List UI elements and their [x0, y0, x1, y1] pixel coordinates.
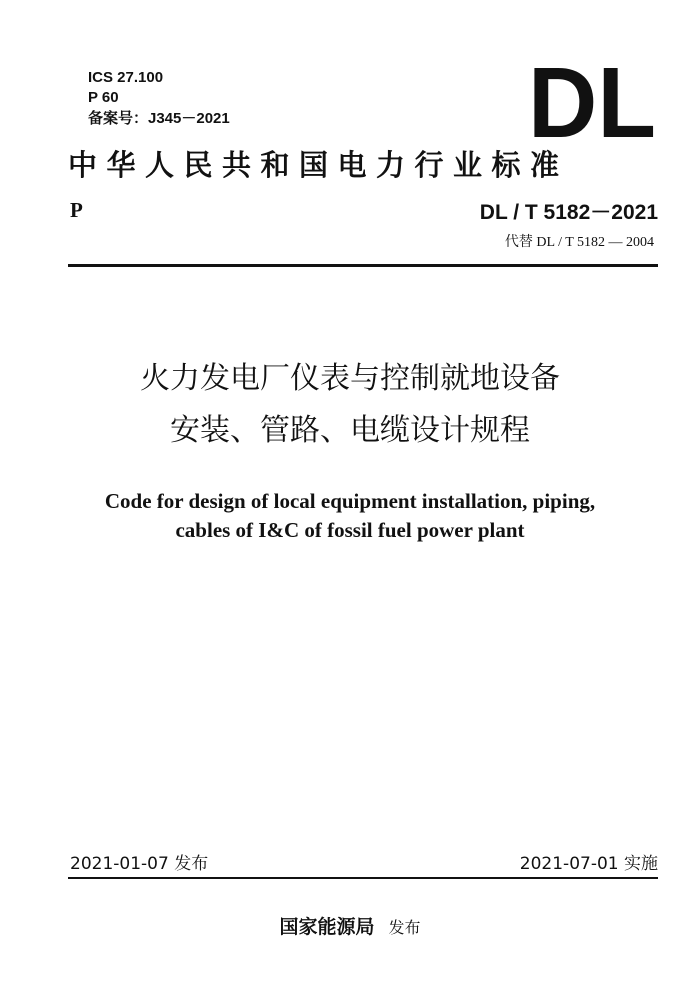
- title-cn-line-2: 安装、管路、电缆设计规程: [170, 413, 530, 448]
- publisher-action: 发布: [388, 918, 421, 937]
- dl-logo: [527, 60, 657, 144]
- ics-code: ICS 27.100: [88, 69, 164, 86]
- filing-number: 备案号：J345－2021: [88, 110, 230, 127]
- publisher-block: [0, 912, 700, 939]
- standard-type-title: 中华人民共和国电力行业标准: [68, 148, 569, 182]
- top-divider: [68, 264, 658, 267]
- standard-number: DL / T 5182－2021: [479, 201, 658, 224]
- publisher-name: 国家能源局: [279, 916, 375, 938]
- issue-date: 2021-01-07 发布: [70, 854, 209, 874]
- bottom-divider: [68, 877, 658, 879]
- title-en-line-2: cables of I&C of fossil fuel power plant: [175, 518, 525, 542]
- title-cn-line-1: 火力发电厂仪表与控制就地设备: [140, 361, 560, 396]
- implement-date: 2021-07-01 实施: [519, 854, 658, 874]
- classification-code: P 60: [88, 89, 119, 106]
- class-letter: P: [70, 198, 83, 222]
- dl-logo-text: DL: [528, 60, 656, 144]
- replaces-standard: 代替 DL / T 5182 — 2004: [504, 235, 654, 250]
- title-en-line-1: Code for design of local equipment installation, piping,: [104, 489, 596, 513]
